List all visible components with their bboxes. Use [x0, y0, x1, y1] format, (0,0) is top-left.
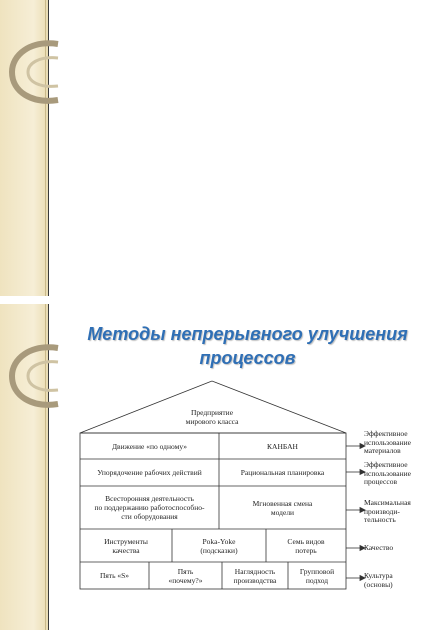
cell-work-ordering: Упорядочение рабочих действий [97, 468, 202, 477]
outcome-quality: Качество [364, 543, 394, 552]
cell-visual-management: Наглядность производства [233, 566, 277, 585]
cell-5s: Пять «S» [99, 571, 130, 580]
outcome-productivity: Максимальная производи- тельность [364, 498, 411, 524]
slide-1 [0, 0, 435, 296]
slide-2 [0, 304, 435, 630]
roof-label: Предприятие мирового класса [185, 408, 239, 426]
cell-poka-yoke: Poka-Yoke (подсказки) [200, 536, 238, 555]
slide-title: Методы непрерывного улучшения процессов [87, 324, 408, 368]
ring-ornament-icon [0, 0, 60, 150]
cell-smed: Мгновенная смена модели [252, 498, 313, 517]
outcome-culture: Культура (основы) [364, 571, 393, 589]
cell-seven-wastes: Семь видов потерь [287, 536, 325, 555]
cell-quality-tools: Инструменты качества [104, 536, 148, 555]
cell-kanban: КАНБАН [267, 441, 298, 451]
outcome-processes: Эффективное использование процессов [364, 460, 411, 486]
cell-5-whys: Пять «почему?» [168, 566, 203, 585]
cell-group-approach: Групповой подход [299, 566, 335, 585]
cell-one-piece-flow: Движение «по одному» [111, 441, 188, 451]
cell-layout: Рациональная планировка [240, 468, 325, 477]
outcome-materials: Эффективное использование материалов [364, 429, 411, 455]
cell-tpm: Всесторонняя деятельность по поддержанию работоспособно- сти оборудования [94, 494, 205, 521]
